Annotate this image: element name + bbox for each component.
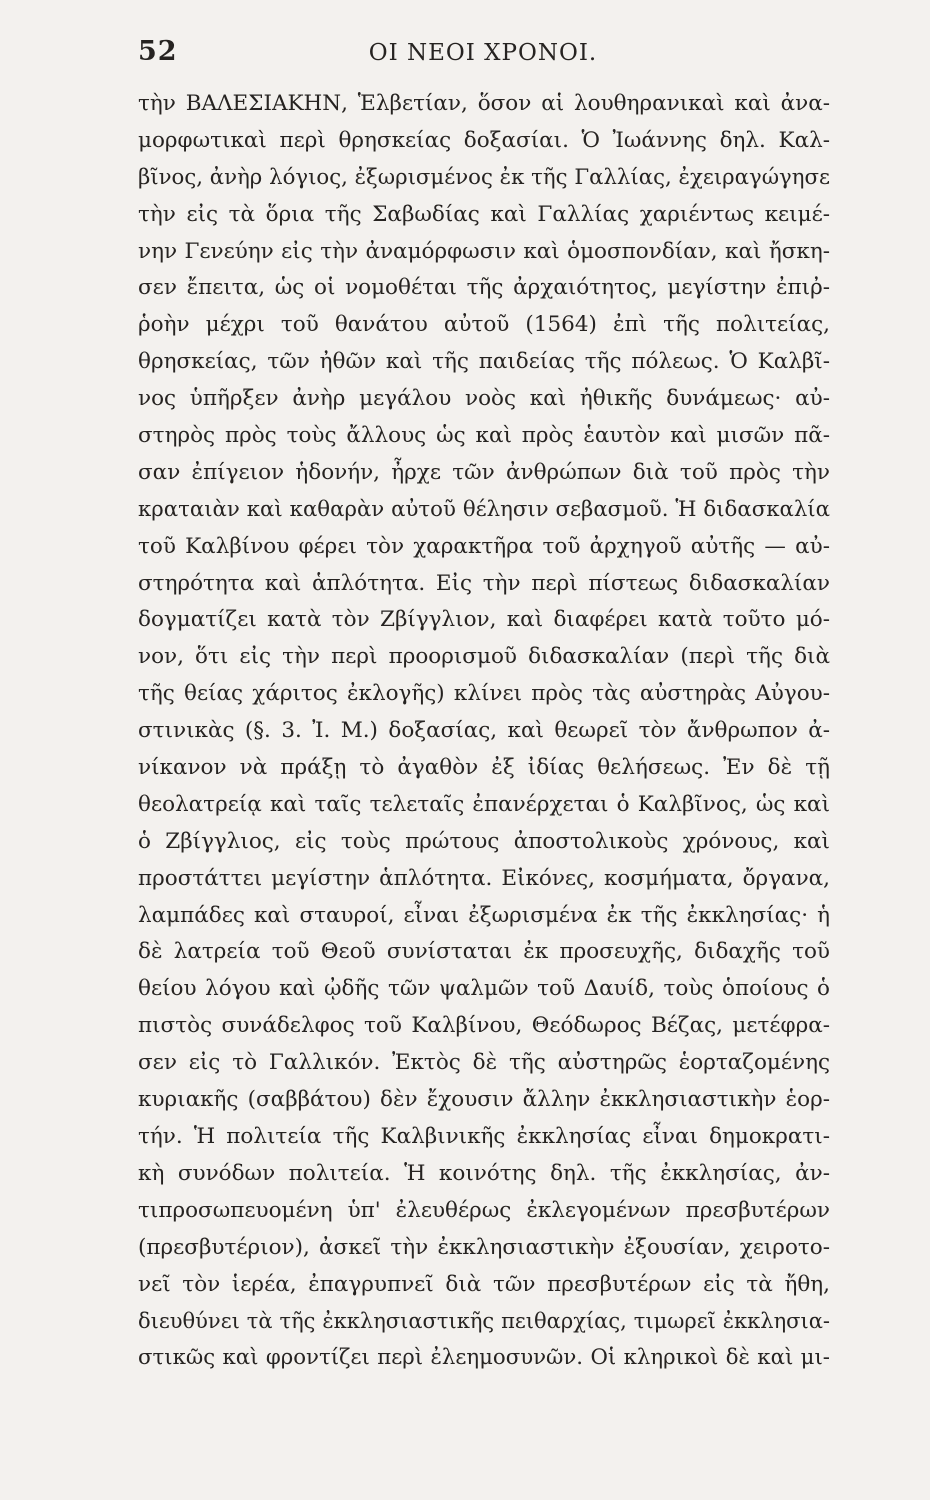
text-line: τοῦ Καλβίνου φέρει τὸν χαρακτῆρα τοῦ ἀρχηγοῦ αὐτῆς — αὐ- <box>138 533 830 559</box>
text-line: μορφωτικαὶ περὶ θρησκείας δοξασίαι. Ὁ Ἰωάννης δηλ. Καλ- <box>138 127 830 153</box>
body-text <box>138 86 830 1377</box>
text-line: τὴν ΒΑΛΕΣΙΑΚΗΝ, Ἑλβετίαν, ὅσον αἱ λουθηρανικαὶ καὶ ἀνα- <box>138 91 830 116</box>
text-line: στικῶς καὶ φροντίζει περὶ ἐλεημοσυνῶν. Οἱ κληρικοὶ δὲ καὶ μι- <box>138 1345 830 1371</box>
text-line: σαν ἐπίγειον ἡδονήν, ἦρχε τῶν ἀνθρώπων διὰ τοῦ πρὸς τὴν <box>138 459 830 485</box>
text-line: νεῖ τὸν ἱερέα, ἐπαγρυπνεῖ διὰ τῶν πρεσβυτέρων εἰς τὰ ἤθη, <box>138 1271 830 1297</box>
text-line: δογματίζει κατὰ τὸν Ζβίγγλιον, καὶ διαφέρει κατὰ τοῦτο μό- <box>138 607 830 633</box>
text-line: στηρὸς πρὸς τοὺς ἄλλους ὡς καὶ πρὸς ἑαυτὸν καὶ μισῶν πᾶ- <box>138 423 830 449</box>
text-line: νον, ὅτι εἰς τὴν περὶ προορισμοῦ διδασκαλίαν (περὶ τῆς διὰ <box>138 644 830 670</box>
text-line: τῆς θείας χάριτος ἐκλογῆς) κλίνει πρὸς τὰς αὐστηρὰς Αὐγου- <box>138 681 830 707</box>
text-line: σεν εἰς τὸ Γαλλικόν. Ἐκτὸς δὲ τῆς αὐστηρῶς ἑορταζομένης <box>138 1050 830 1076</box>
text-line: πιστὸς συνάδελφος τοῦ Καλβίνου, Θεόδωρος Βέζας, μετέφρα- <box>138 1013 830 1039</box>
text-line: στηρότητα καὶ ἁπλότητα. Εἰς τὴν περὶ πίστεως διδασκαλίαν <box>138 570 830 596</box>
running-head <box>138 36 828 76</box>
text-line: νος ὑπῆρξεν ἀνὴρ μεγάλου νοὸς καὶ ἠθικῆς δυνάμεως· αὐ- <box>138 386 830 412</box>
text-line: τὴν εἰς τὰ ὅρια τῆς Σαβωδίας καὶ Γαλλίας χαριέντως κειμέ- <box>138 201 830 227</box>
text-line: κὴ συνόδων πολιτεία. Ἡ κοινότης δηλ. τῆς ἐκκλησίας, ἀν- <box>138 1160 830 1186</box>
text-line: προστάττει μεγίστην ἁπλότητα. Εἰκόνες, κοσμήματα, ὄργανα, <box>138 865 830 891</box>
text-line: νίκανον νὰ πράξῃ τὸ ἀγαθὸν ἐξ ἰδίας θελήσεως. Ἐν δὲ τῇ <box>138 755 830 781</box>
text-line: ῥοὴν μέχρι τοῦ θανάτου αὐτοῦ (1564) ἐπὶ τῆς πολιτείας, <box>138 312 830 338</box>
text-line: θείου λόγου καὶ ᾠδῆς τῶν ψαλμῶν τοῦ Δαυίδ, τοὺς ὁποίους ὁ <box>138 976 830 1002</box>
text-line: διευθύνει τὰ τῆς ἐκκλησιαστικῆς πειθαρχίας, τιμωρεῖ ἐκκλησια- <box>138 1309 830 1334</box>
text-line: κραταιὰν καὶ καθαρὰν αὐτοῦ θέλησιν σεβασμοῦ. Ἡ διδασκαλία <box>138 496 830 522</box>
text-line: δὲ λατρεία τοῦ Θεοῦ συνίσταται ἐκ προσευχῆς, διδαχῆς τοῦ <box>138 939 830 965</box>
text-line: στινικὰς (§. 3. Ἰ. Μ.) δοξασίας, καὶ θεωρεῖ τὸν ἄνθρωπον ἀ- <box>138 718 830 744</box>
text-line: λαμπάδες καὶ σταυροί, εἶναι ἐξωρισμένα ἐκ τῆς ἐκκλησίας· ἡ <box>138 902 830 928</box>
text-line: κυριακῆς (σαββάτου) δὲν ἔχουσιν ἄλλην ἐκκλησιαστικὴν ἑορ- <box>138 1087 830 1113</box>
page-number: 52 <box>138 36 178 67</box>
text-line: ὁ Ζβίγγλιος, εἰς τοὺς πρώτους ἀποστολικοὺς χρόνους, καὶ <box>138 828 830 854</box>
text-line: νην Γενεύην εἰς τὴν ἀναμόρφωσιν καὶ ὁμοσπονδίαν, καὶ ἤσκη- <box>138 238 830 264</box>
text-line: σεν ἔπειτα, ὡς οἱ νομοθέται τῆς ἀρχαιότητος, μεγίστην ἐπιῤ- <box>138 275 830 301</box>
text-line: τιπροσωπευομένη ὑπ' ἐλευθέρως ἐκλεγομένων πρεσβυτέρων <box>138 1197 830 1223</box>
text-line: (πρεσβυτέριον), ἀσκεῖ τὴν ἐκκλησιαστικὴν ἐξουσίαν, χειροτο- <box>138 1234 830 1260</box>
text-line: τήν. Ἡ πολιτεία τῆς Καλβινικῆς ἐκκλησίας εἶναι δημοκρατι- <box>138 1123 830 1149</box>
text-line: θρησκείας, τῶν ἠθῶν καὶ τῆς παιδείας τῆς πόλεως. Ὁ Καλβῖ- <box>138 349 830 375</box>
text-line: θεολατρείᾳ καὶ ταῖς τελεταῖς ἐπανέρχεται ὁ Καλβῖνος, ὡς καὶ <box>138 791 830 817</box>
running-title: ΟΙ ΝΕΟΙ ΧΡΟΝΟΙ. <box>368 40 598 66</box>
text-line: βῖνος, ἀνὴρ λόγιος, ἐξωρισμένος ἐκ τῆς Γαλλίας, ἐχειραγώγησε <box>138 164 830 190</box>
